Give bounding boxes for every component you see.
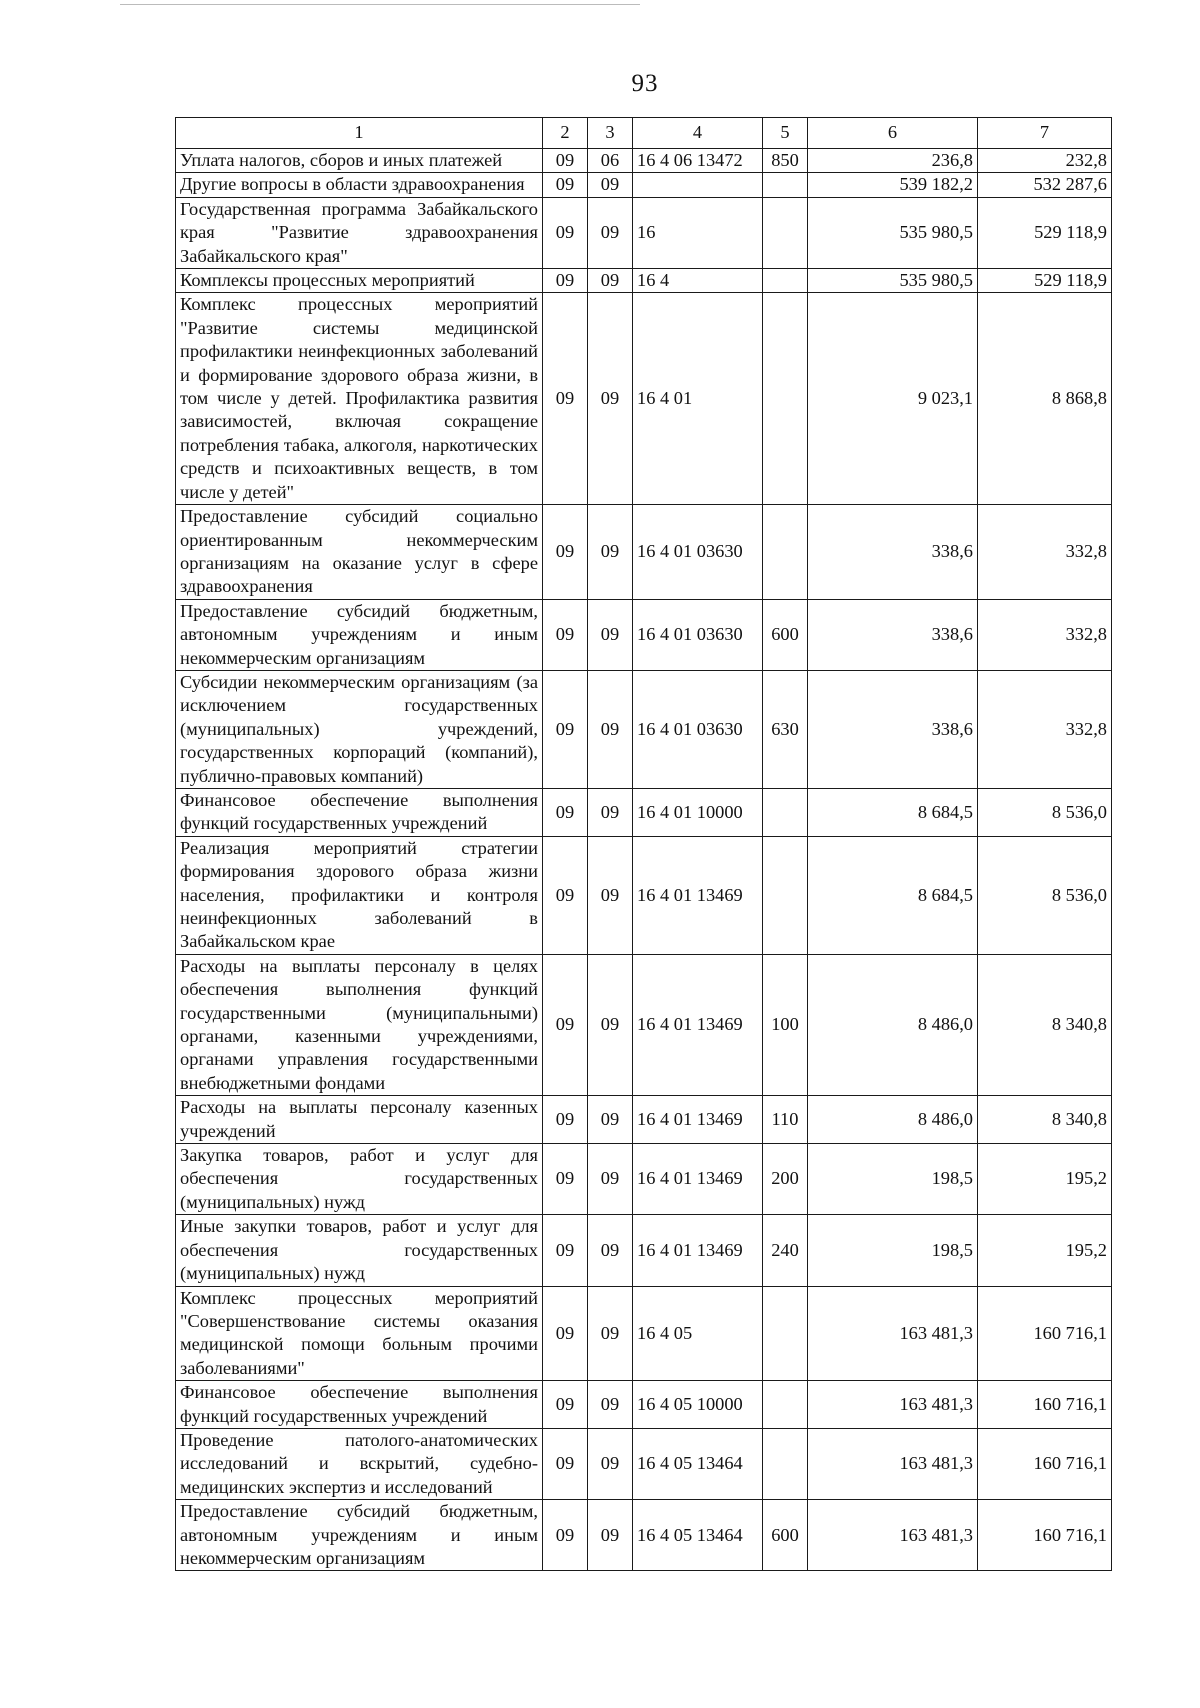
amount-year1-cell: 8 684,5	[808, 836, 978, 954]
row-name-cell: Проведение патолого-анатомических исследований и вскрытий, судебно-медицинских экспертиз и исследований	[176, 1428, 543, 1499]
amount-year1-cell: 539 182,2	[808, 173, 978, 197]
section-code-cell: 09	[543, 1381, 588, 1429]
row-name-cell: Закупка товаров, работ и услуг для обеспечения государственных (муниципальных) нужд	[176, 1144, 543, 1215]
table-row	[176, 836, 1112, 954]
subsection-code-cell: 09	[588, 293, 633, 505]
row-name-cell: Финансовое обеспечение выполнения функций государственных учреждений	[176, 788, 543, 836]
expense-type-cell	[763, 197, 808, 268]
amount-year1-cell: 236,8	[808, 149, 978, 173]
expense-type-cell	[763, 505, 808, 600]
section-code-cell: 09	[543, 197, 588, 268]
expense-type-cell	[763, 788, 808, 836]
subsection-code-cell: 06	[588, 149, 633, 173]
target-article-cell: 16 4 01 03630	[633, 599, 763, 670]
expense-type-cell	[763, 1286, 808, 1381]
amount-year1-cell: 338,6	[808, 599, 978, 670]
target-article-cell: 16 4 05 13464	[633, 1500, 763, 1571]
amount-year2-cell: 8 340,8	[978, 1096, 1112, 1144]
subsection-code-cell: 09	[588, 197, 633, 268]
subsection-code-cell: 09	[588, 505, 633, 600]
table-row	[176, 599, 1112, 670]
amount-year2-cell: 332,8	[978, 599, 1112, 670]
target-article-cell: 16 4 01 03630	[633, 505, 763, 600]
subsection-code-cell: 09	[588, 599, 633, 670]
table-row	[176, 173, 1112, 197]
section-code-cell: 09	[543, 1096, 588, 1144]
subsection-code-cell: 09	[588, 1428, 633, 1499]
row-name-cell: Предоставление субсидий бюджетным, автономным учреждениям и иным некоммерческим организациям	[176, 1500, 543, 1571]
row-name-cell: Иные закупки товаров, работ и услуг для обеспечения государственных (муниципальных) нужд	[176, 1215, 543, 1286]
expense-type-cell: 240	[763, 1215, 808, 1286]
subsection-code-cell: 09	[588, 1381, 633, 1429]
header-cell: 6	[808, 118, 978, 149]
amount-year1-cell: 163 481,3	[808, 1500, 978, 1571]
header-row	[176, 118, 1112, 149]
amount-year1-cell: 535 980,5	[808, 269, 978, 293]
subsection-code-cell: 09	[588, 670, 633, 788]
row-name-cell: Субсидии некоммерческим организациям (за исключением государственных (муниципальных) учреждений, государственных корпораций (компаний), публично-правовых компаний)	[176, 670, 543, 788]
subsection-code-cell: 09	[588, 173, 633, 197]
amount-year1-cell: 9 023,1	[808, 293, 978, 505]
row-name-cell: Комплекс процессных мероприятий "Развитие системы медицинской профилактики неинфекционных заболеваний и формирование здорового образа жизни, в том числе у детей. Профилактика развития зависимостей, включая сокращение потребления табака, алкоголя, наркотических средств и психоактивных веществ, в том числе у детей"	[176, 293, 543, 505]
target-article-cell: 16 4 01 13469	[633, 1144, 763, 1215]
target-article-cell: 16 4 01 13469	[633, 1096, 763, 1144]
section-code-cell: 09	[543, 1144, 588, 1215]
expense-type-cell: 600	[763, 599, 808, 670]
table-row	[176, 670, 1112, 788]
section-code-cell: 09	[543, 1500, 588, 1571]
amount-year1-cell: 8 486,0	[808, 954, 978, 1095]
subsection-code-cell: 09	[588, 1500, 633, 1571]
target-article-cell: 16 4 01 13469	[633, 836, 763, 954]
expense-type-cell	[763, 173, 808, 197]
expense-type-cell: 850	[763, 149, 808, 173]
amount-year1-cell: 8 486,0	[808, 1096, 978, 1144]
header-cell: 5	[763, 118, 808, 149]
table-row	[176, 149, 1112, 173]
amount-year2-cell: 232,8	[978, 149, 1112, 173]
section-code-cell: 09	[543, 149, 588, 173]
expense-type-cell	[763, 269, 808, 293]
header-cell: 2	[543, 118, 588, 149]
row-name-cell: Предоставление субсидий социально ориентированным некоммерческим организациям на оказание услуг в сфере здравоохранения	[176, 505, 543, 600]
amount-year1-cell: 198,5	[808, 1144, 978, 1215]
subsection-code-cell: 09	[588, 1144, 633, 1215]
section-code-cell: 09	[543, 836, 588, 954]
table-row	[176, 954, 1112, 1095]
row-name-cell: Расходы на выплаты персоналу в целях обеспечения выполнения функций государственными (муниципальными) органами, казенными учреждениями, органами управления государственными внебюджетными фондами	[176, 954, 543, 1095]
amount-year2-cell: 8 536,0	[978, 788, 1112, 836]
header-cell: 4	[633, 118, 763, 149]
table-row	[176, 1500, 1112, 1571]
amount-year2-cell: 8 340,8	[978, 954, 1112, 1095]
section-code-cell: 09	[543, 173, 588, 197]
expense-type-cell: 200	[763, 1144, 808, 1215]
section-code-cell: 09	[543, 293, 588, 505]
subsection-code-cell: 09	[588, 1286, 633, 1381]
section-code-cell: 09	[543, 269, 588, 293]
section-code-cell: 09	[543, 670, 588, 788]
table-row	[176, 1286, 1112, 1381]
row-name-cell: Предоставление субсидий бюджетным, автономным учреждениям и иным некоммерческим организациям	[176, 599, 543, 670]
header-cell: 3	[588, 118, 633, 149]
row-name-cell: Расходы на выплаты персоналу казенных учреждений	[176, 1096, 543, 1144]
amount-year2-cell: 195,2	[978, 1215, 1112, 1286]
amount-year1-cell: 163 481,3	[808, 1286, 978, 1381]
amount-year1-cell: 163 481,3	[808, 1428, 978, 1499]
amount-year2-cell: 160 716,1	[978, 1428, 1112, 1499]
table-row	[176, 1215, 1112, 1286]
table-row	[176, 197, 1112, 268]
target-article-cell: 16 4 05	[633, 1286, 763, 1381]
amount-year1-cell: 535 980,5	[808, 197, 978, 268]
target-article-cell: 16 4 06 13472	[633, 149, 763, 173]
target-article-cell: 16 4 05 13464	[633, 1428, 763, 1499]
amount-year1-cell: 338,6	[808, 505, 978, 600]
scan-artifact-line	[120, 4, 640, 5]
row-name-cell: Уплата налогов, сборов и иных платежей	[176, 149, 543, 173]
amount-year2-cell: 160 716,1	[978, 1381, 1112, 1429]
expense-type-cell: 110	[763, 1096, 808, 1144]
amount-year1-cell: 198,5	[808, 1215, 978, 1286]
expense-type-cell	[763, 293, 808, 505]
target-article-cell: 16 4 01 13469	[633, 954, 763, 1095]
expense-type-cell: 630	[763, 670, 808, 788]
subsection-code-cell: 09	[588, 836, 633, 954]
expense-type-cell	[763, 1428, 808, 1499]
header-cell: 1	[176, 118, 543, 149]
section-code-cell: 09	[543, 1215, 588, 1286]
page-number: 93	[631, 70, 659, 97]
row-name-cell: Комплексы процессных мероприятий	[176, 269, 543, 293]
target-article-cell	[633, 173, 763, 197]
target-article-cell: 16 4 01 03630	[633, 670, 763, 788]
row-name-cell: Комплекс процессных мероприятий "Совершенствование системы оказания медицинской помощи больным прочими заболеваниями"	[176, 1286, 543, 1381]
target-article-cell: 16 4 01 10000	[633, 788, 763, 836]
section-code-cell: 09	[543, 505, 588, 600]
table-row	[176, 788, 1112, 836]
table-row	[176, 505, 1112, 600]
table-row	[176, 1381, 1112, 1429]
amount-year2-cell: 529 118,9	[978, 269, 1112, 293]
amount-year2-cell: 160 716,1	[978, 1286, 1112, 1381]
section-code-cell: 09	[543, 788, 588, 836]
amount-year2-cell: 532 287,6	[978, 173, 1112, 197]
budget-table	[175, 117, 1112, 1571]
row-name-cell: Государственная программа Забайкальского края "Развитие здравоохранения Забайкальского края"	[176, 197, 543, 268]
target-article-cell: 16 4 05 10000	[633, 1381, 763, 1429]
table-row	[176, 1428, 1112, 1499]
table-row	[176, 1144, 1112, 1215]
section-code-cell: 09	[543, 954, 588, 1095]
header-cell: 7	[978, 118, 1112, 149]
section-code-cell: 09	[543, 599, 588, 670]
amount-year1-cell: 163 481,3	[808, 1381, 978, 1429]
row-name-cell: Реализация мероприятий стратегии формирования здорового образа жизни населения, профилактики и контроля неинфекционных заболеваний в Забайкальском крае	[176, 836, 543, 954]
subsection-code-cell: 09	[588, 788, 633, 836]
table-row	[176, 1096, 1112, 1144]
subsection-code-cell: 09	[588, 269, 633, 293]
target-article-cell: 16 4 01	[633, 293, 763, 505]
amount-year2-cell: 529 118,9	[978, 197, 1112, 268]
subsection-code-cell: 09	[588, 1096, 633, 1144]
target-article-cell: 16 4	[633, 269, 763, 293]
amount-year2-cell: 160 716,1	[978, 1500, 1112, 1571]
subsection-code-cell: 09	[588, 1215, 633, 1286]
amount-year2-cell: 332,8	[978, 505, 1112, 600]
target-article-cell: 16	[633, 197, 763, 268]
amount-year2-cell: 8 868,8	[978, 293, 1112, 505]
amount-year1-cell: 8 684,5	[808, 788, 978, 836]
amount-year2-cell: 332,8	[978, 670, 1112, 788]
expense-type-cell	[763, 1381, 808, 1429]
table-row	[176, 269, 1112, 293]
row-name-cell: Финансовое обеспечение выполнения функций государственных учреждений	[176, 1381, 543, 1429]
section-code-cell: 09	[543, 1286, 588, 1381]
subsection-code-cell: 09	[588, 954, 633, 1095]
expense-type-cell: 600	[763, 1500, 808, 1571]
expense-type-cell	[763, 836, 808, 954]
table-row	[176, 293, 1112, 505]
row-name-cell: Другие вопросы в области здравоохранения	[176, 173, 543, 197]
amount-year2-cell: 8 536,0	[978, 836, 1112, 954]
expense-type-cell: 100	[763, 954, 808, 1095]
amount-year1-cell: 338,6	[808, 670, 978, 788]
section-code-cell: 09	[543, 1428, 588, 1499]
target-article-cell: 16 4 01 13469	[633, 1215, 763, 1286]
amount-year2-cell: 195,2	[978, 1144, 1112, 1215]
